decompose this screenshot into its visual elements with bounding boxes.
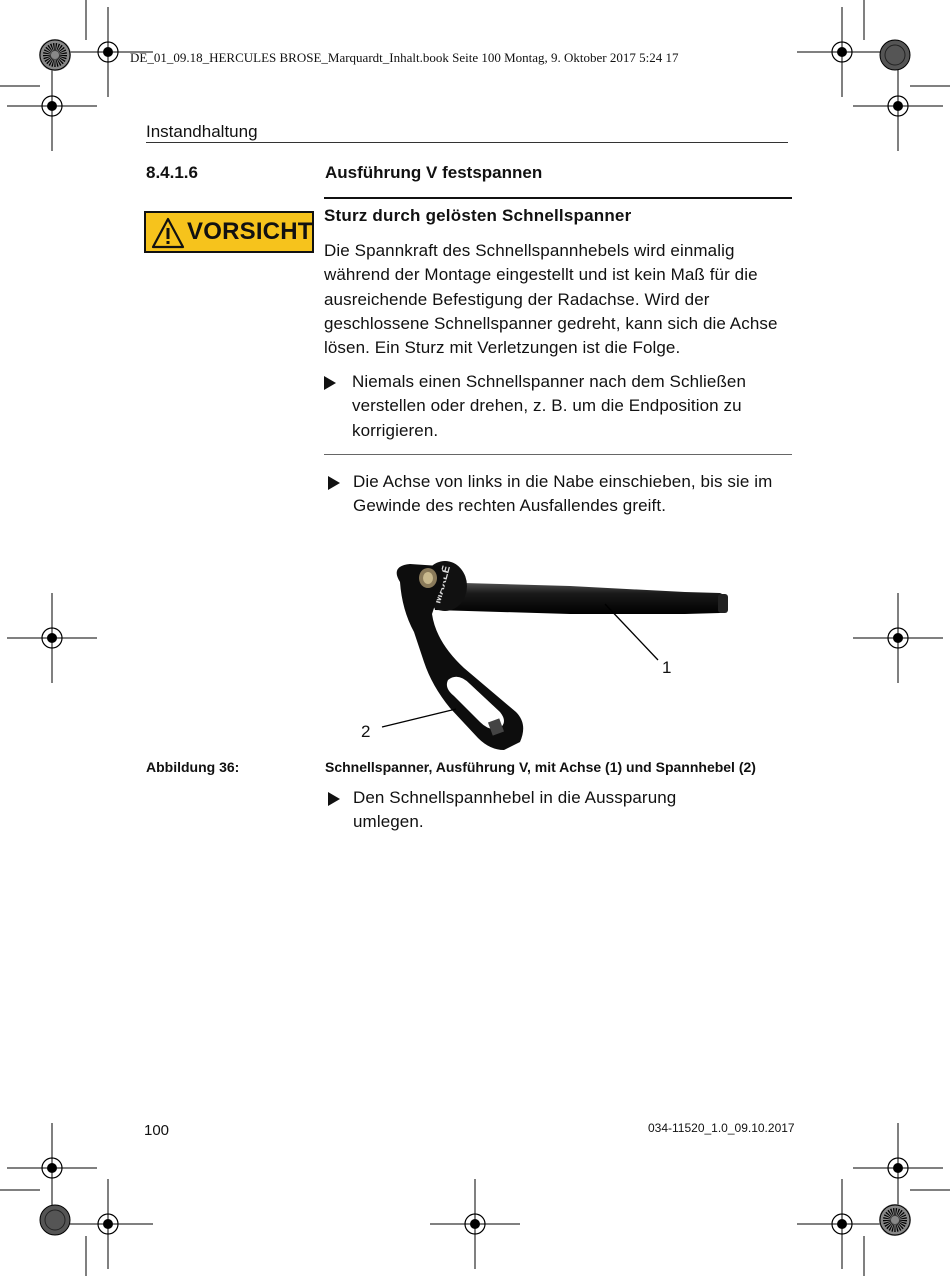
step-2-text: Den Schnellspannhebel in die Aussparung umlegen. — [353, 788, 677, 832]
warning-label: VORSICHT — [187, 218, 313, 245]
section-number: 8.4.1.6 — [146, 163, 198, 182]
warning-body: Die Spannkraft des Schnellspannhebels wird einmalig während der Montage eingestellt und ist kein Maß für die ausreichende Befestigung der Radachse. Wird der geschlossene Schnellspanner gedreht, kann sich die Achse lösen. Ein Sturz mit Verletzungen ist die Folge. — [324, 241, 778, 358]
arrow-bullet-icon — [328, 792, 340, 806]
warning-end-rule — [324, 454, 792, 455]
callout-2: 2 — [361, 722, 371, 741]
warning-triangle-icon — [151, 217, 185, 249]
print-info-line: DE_01_09.18_HERCULES BROSE_Marquardt_Inhalt.book Seite 100 Montag, 9. Oktober 2017 5:24 17 — [130, 50, 679, 65]
callout-1: 1 — [662, 658, 672, 677]
warning-badge — [144, 211, 314, 253]
section-title: Ausführung V festspannen — [325, 163, 543, 182]
step-1-text: Die Achse von links in die Nabe einschieben, bis sie im Gewinde des rechten Ausfallendes greift. — [353, 472, 773, 516]
figure-caption: Schnellspanner, Ausführung V, mit Achse (1) und Spannhebel (2) — [325, 759, 756, 775]
figure-number: Abbildung 36: — [146, 759, 240, 775]
page-number: 100 — [144, 1122, 170, 1139]
header-rule — [146, 142, 788, 143]
section-rule — [324, 197, 792, 199]
warning-heading: Sturz durch gelösten Schnellspanner — [324, 206, 632, 225]
running-head: Instandhaltung — [146, 122, 258, 141]
document-code: 034-11520_1.0_09.10.2017 — [648, 1121, 795, 1135]
arrow-bullet-icon — [324, 376, 336, 390]
figure-quick-release-axle — [340, 552, 760, 762]
arrow-bullet-icon — [328, 476, 340, 490]
warning-instruction-text: Niemals einen Schnellspanner nach dem Schließen verstellen oder drehen, z. B. um die Endposition zu korrigieren. — [352, 372, 747, 440]
